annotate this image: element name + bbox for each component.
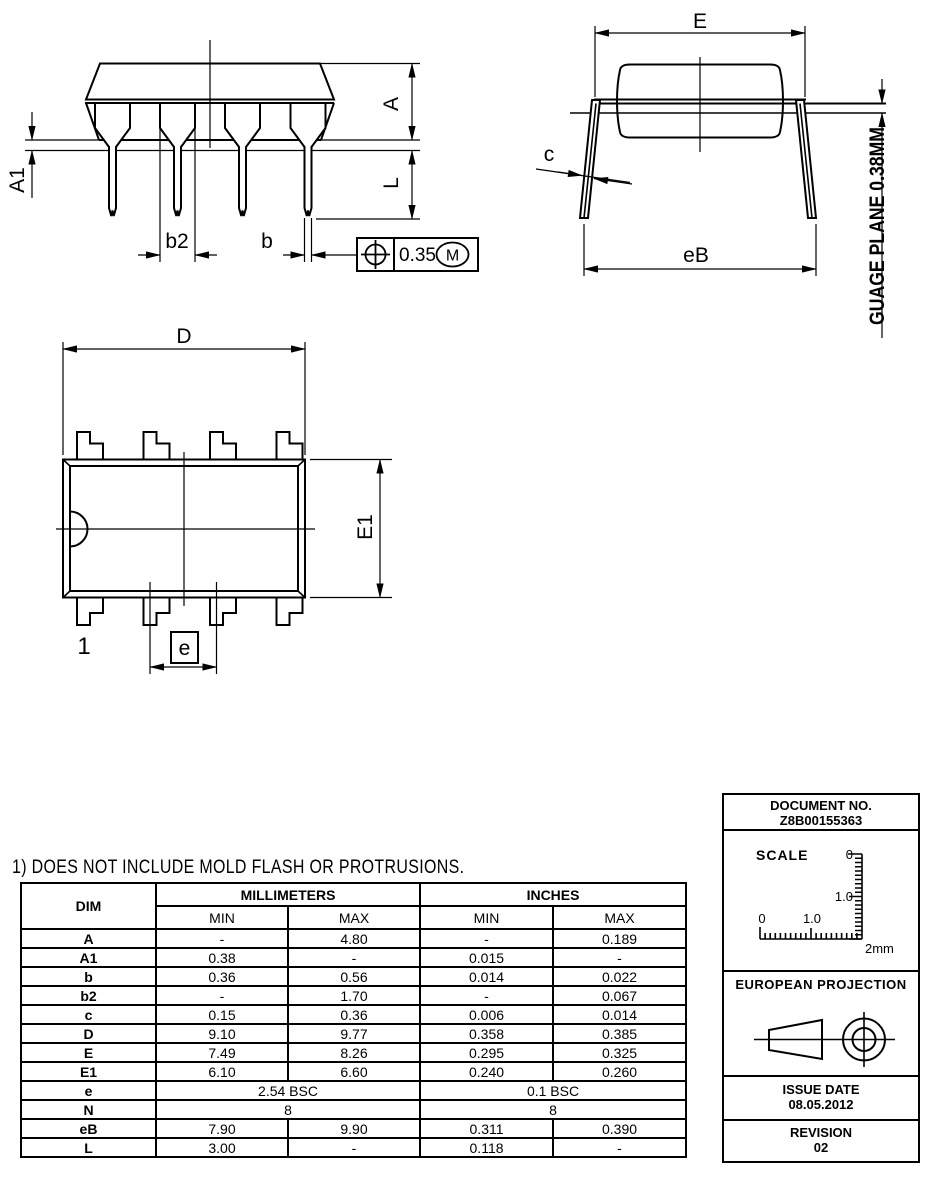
header-in-min: MIN bbox=[420, 906, 553, 929]
document-number-section bbox=[724, 795, 918, 831]
header-millimeters: MILLIMETERS bbox=[156, 883, 420, 906]
in-min-cell: 0.015 bbox=[420, 948, 553, 967]
scale-ruler bbox=[724, 831, 918, 970]
dimension-l bbox=[316, 151, 420, 220]
dimension-table bbox=[20, 882, 687, 1158]
projection-section bbox=[724, 972, 918, 1077]
mm-min-cell: 6.10 bbox=[156, 1062, 288, 1081]
in-span-cell: 0.1 BSC bbox=[420, 1081, 686, 1100]
table-row bbox=[21, 1100, 686, 1119]
dim-cell: b2 bbox=[21, 986, 156, 1005]
mm-min-cell: 0.15 bbox=[156, 1005, 288, 1024]
header-inches: INCHES bbox=[420, 883, 686, 906]
dim-cell: b bbox=[21, 967, 156, 986]
dim-cell: L bbox=[21, 1138, 156, 1157]
in-min-cell: 0.358 bbox=[420, 1024, 553, 1043]
mm-min-cell: - bbox=[156, 929, 288, 948]
revision-label: REVISION bbox=[789, 1125, 853, 1140]
mm-min-cell: 7.90 bbox=[156, 1119, 288, 1138]
dim-label-e1: E1 bbox=[354, 514, 377, 540]
dim-label-l: L bbox=[380, 177, 403, 189]
in-max-cell: - bbox=[553, 948, 686, 967]
mm-max-cell: 9.90 bbox=[288, 1119, 420, 1138]
dimension-a bbox=[320, 64, 420, 141]
dimension-a1 bbox=[6, 112, 32, 198]
table-row bbox=[21, 967, 686, 986]
issue-date-label: ISSUE DATE bbox=[782, 1082, 860, 1097]
side-view bbox=[6, 40, 478, 271]
in-max-cell: - bbox=[553, 1138, 686, 1157]
dim-cell: E bbox=[21, 1043, 156, 1062]
dim-label-e-width: E bbox=[692, 10, 708, 33]
in-max-cell: 0.390 bbox=[553, 1119, 686, 1138]
in-min-cell: 0.118 bbox=[420, 1138, 553, 1157]
in-min-cell: - bbox=[420, 986, 553, 1005]
projection-label: EUROPEAN PROJECTION bbox=[735, 977, 907, 992]
dim-cell: c bbox=[21, 1005, 156, 1024]
header-dim: DIM bbox=[21, 883, 156, 929]
table-row bbox=[21, 1005, 686, 1024]
dimension-b bbox=[261, 218, 357, 262]
table-row bbox=[21, 1138, 686, 1157]
ruler-h1-label: 1.0 bbox=[802, 911, 822, 926]
dimension-eb bbox=[584, 224, 816, 276]
dim-cell: N bbox=[21, 1100, 156, 1119]
end-view bbox=[536, 10, 889, 338]
dim-cell: E1 bbox=[21, 1062, 156, 1081]
note-mold-flash: 1) DOES NOT INCLUDE MOLD FLASH OR PROTRUSIONS. bbox=[12, 857, 465, 878]
in-max-cell: 0.014 bbox=[553, 1005, 686, 1024]
dim-label-pitch-e: e bbox=[178, 637, 191, 660]
in-max-cell: 0.022 bbox=[553, 967, 686, 986]
feature-control-frame bbox=[357, 238, 478, 271]
header-in-max: MAX bbox=[553, 906, 686, 929]
scale-label: SCALE bbox=[756, 847, 809, 863]
mm-min-cell: 9.10 bbox=[156, 1024, 288, 1043]
in-min-cell: 0.006 bbox=[420, 1005, 553, 1024]
in-min-cell: 0.014 bbox=[420, 967, 553, 986]
in-span-cell: 8 bbox=[420, 1100, 686, 1119]
title-block bbox=[722, 793, 920, 1163]
table-header-row bbox=[21, 883, 686, 906]
table-row bbox=[21, 948, 686, 967]
dim-cell: A bbox=[21, 929, 156, 948]
dim-label-a: A bbox=[380, 96, 403, 112]
table-row bbox=[21, 1024, 686, 1043]
table-row bbox=[21, 986, 686, 1005]
mm-min-cell: - bbox=[156, 986, 288, 1005]
dimension-pitch-e bbox=[150, 582, 217, 674]
mm-max-cell: 0.36 bbox=[288, 1005, 420, 1024]
ruler-v0-label: 0 bbox=[845, 847, 853, 862]
ruler-h0-label: 0 bbox=[758, 911, 766, 926]
table-row bbox=[21, 1119, 686, 1138]
mm-max-cell: 0.56 bbox=[288, 967, 420, 986]
mm-span-cell: 2.54 BSC bbox=[156, 1081, 420, 1100]
dim-label-eb: eB bbox=[683, 244, 709, 267]
document-no-label: DOCUMENT NO. bbox=[770, 798, 872, 813]
dim-cell: D bbox=[21, 1024, 156, 1043]
mm-min-cell: 7.49 bbox=[156, 1043, 288, 1062]
in-max-cell: 0.325 bbox=[553, 1043, 686, 1062]
dim-label-c: c bbox=[543, 143, 555, 166]
mm-max-cell: - bbox=[288, 1138, 420, 1157]
fcf-tolerance-value: 0.35 bbox=[399, 245, 436, 266]
dim-label-b: b bbox=[261, 230, 273, 253]
in-max-cell: 0.189 bbox=[553, 929, 686, 948]
in-min-cell: - bbox=[420, 929, 553, 948]
revision-value: 02 bbox=[813, 1140, 829, 1155]
first-angle-projection-icon bbox=[724, 997, 918, 1075]
ruler-v1-label: 1.0 bbox=[834, 889, 853, 904]
mm-min-cell: 0.38 bbox=[156, 948, 288, 967]
gauge-plane-callout bbox=[866, 79, 889, 338]
document-no-value: Z8B00155363 bbox=[779, 813, 863, 828]
issue-date-value: 08.05.2012 bbox=[788, 1097, 854, 1112]
table-row bbox=[21, 1043, 686, 1062]
issue-date-section bbox=[724, 1077, 918, 1121]
header-mm-min: MIN bbox=[156, 906, 288, 929]
revision-section bbox=[724, 1121, 918, 1161]
dim-label-b2: b2 bbox=[165, 230, 189, 253]
mm-max-cell: 1.70 bbox=[288, 986, 420, 1005]
mm-span-cell: 8 bbox=[156, 1100, 420, 1119]
mm-min-cell: 0.36 bbox=[156, 967, 288, 986]
dimension-e1 bbox=[310, 460, 392, 598]
table-row bbox=[21, 929, 686, 948]
dim-cell: e bbox=[21, 1081, 156, 1100]
dim-cell: eB bbox=[21, 1119, 156, 1138]
mm-max-cell: 4.80 bbox=[288, 929, 420, 948]
top-view bbox=[56, 325, 392, 674]
gauge-plane-note: GUAGE PLANE 0.38MM bbox=[866, 89, 889, 325]
mm-min-cell: 3.00 bbox=[156, 1138, 288, 1157]
fcf-modifier-letter: M bbox=[445, 247, 460, 265]
dim-label-a1: A1 bbox=[6, 167, 29, 193]
mm-max-cell: - bbox=[288, 948, 420, 967]
dimension-d bbox=[63, 325, 305, 455]
mm-max-cell: 8.26 bbox=[288, 1043, 420, 1062]
table-row bbox=[21, 1081, 686, 1100]
header-mm-max: MAX bbox=[288, 906, 420, 929]
scale-section bbox=[724, 831, 918, 972]
ruler-unit-label: 2mm bbox=[865, 941, 894, 956]
dim-label-d: D bbox=[176, 325, 192, 348]
in-max-cell: 0.385 bbox=[553, 1024, 686, 1043]
in-max-cell: 0.260 bbox=[553, 1062, 686, 1081]
in-min-cell: 0.240 bbox=[420, 1062, 553, 1081]
in-min-cell: 0.295 bbox=[420, 1043, 553, 1062]
dim-cell: A1 bbox=[21, 948, 156, 967]
mm-max-cell: 6.60 bbox=[288, 1062, 420, 1081]
table-row bbox=[21, 1062, 686, 1081]
in-max-cell: 0.067 bbox=[553, 986, 686, 1005]
mm-max-cell: 9.77 bbox=[288, 1024, 420, 1043]
pin-one-marker: 1 bbox=[77, 633, 91, 660]
in-min-cell: 0.311 bbox=[420, 1119, 553, 1138]
